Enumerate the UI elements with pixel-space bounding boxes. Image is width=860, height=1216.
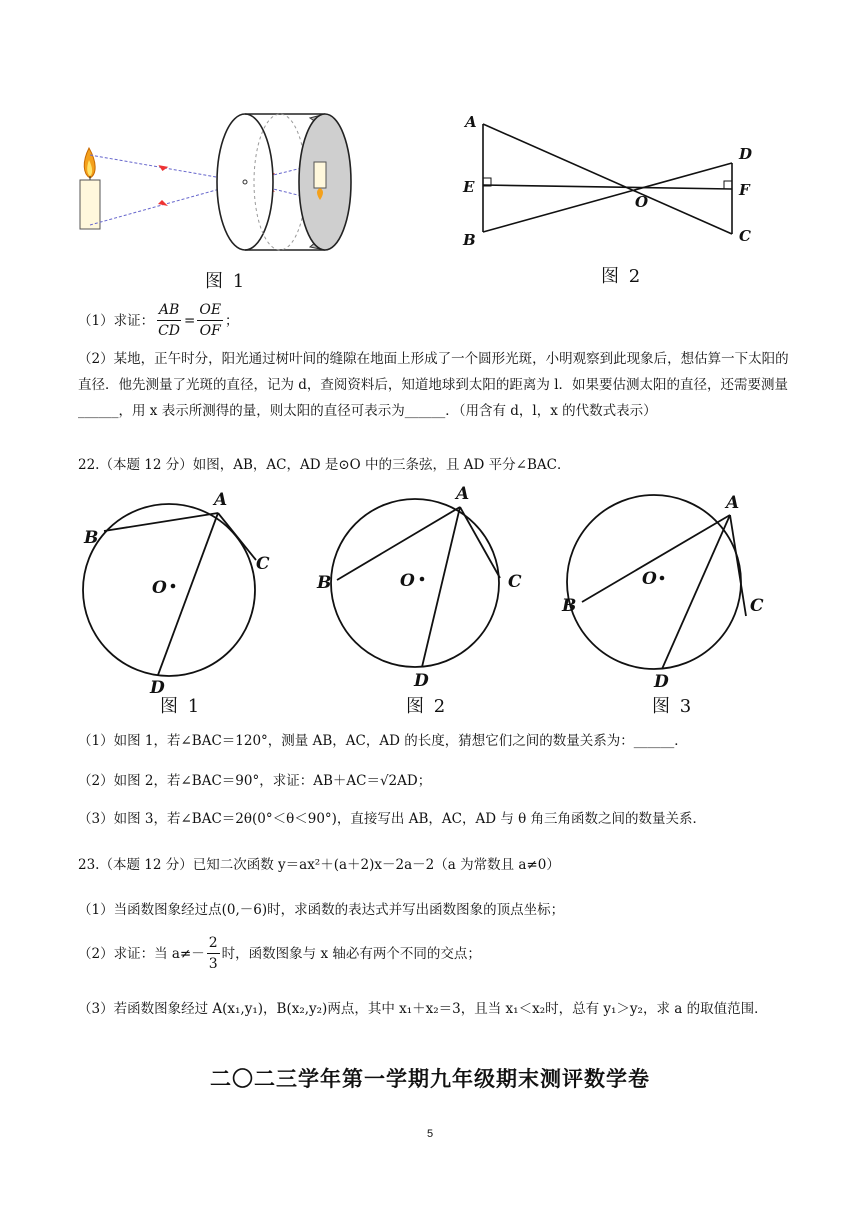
q23-part2-suffix: 时，函数图象与 x 轴必有两个不同的交点； [221, 945, 481, 962]
q22-part3: （3）如图 3，若∠BAC＝2θ(0°＜θ＜90°)，直接写出 AB，AC，AD 与 θ 角三角函数之间的数量关系． [78, 811, 707, 827]
section-title: 二〇二三学年第一学期九年级期末测评数学卷 [210, 1067, 650, 1091]
pinhole-camera-figure [70, 100, 370, 265]
fig2-label-c: C [739, 227, 751, 245]
q21-fraction-ab-cd [156, 300, 182, 341]
q23-part1: （1）当函数图象经过点(0,－6)时，求函数的表达式并写出函数图象的顶点坐标； [78, 902, 565, 918]
q22-circle-figures [70, 480, 790, 718]
q23-stem: 23.（本题 12 分）已知二次函数 y＝ax²＋(a＋2)x－2a－2（a 为常数且 a≠0） [78, 857, 560, 873]
q22-fig1-label-o: O [152, 578, 167, 598]
q21-part1-suffix: ； [225, 312, 239, 329]
q21-equals: = [184, 312, 196, 329]
q22-fig1-caption: 图 1 [160, 696, 202, 717]
q22-fig3-label-b: B [562, 596, 577, 616]
q22-fig3-caption: 图 3 [652, 696, 694, 717]
q21-frac1-numerator: AB [157, 300, 181, 321]
fig2-caption: 图 2 [601, 266, 643, 287]
q23-part2-prefix: （2）求证：当 a≠－ [78, 945, 205, 962]
q22-fig2-label-o: O [400, 571, 415, 591]
q23-part3: （3）若函数图象经过 A(x₁,y₁)，B(x₂,y₂)两点，其中 x₁＋x₂＝3，且当 x₁＜x₂时，总有 y₁＞y₂，求 a 的取值范围． [78, 1001, 768, 1017]
q21-frac2-denominator: OF [199, 323, 221, 339]
q22-fig1-label-a: A [214, 490, 228, 510]
q21-frac2-numerator: OE [197, 300, 223, 321]
similar-triangles-figure [455, 105, 775, 255]
q22-fig2-label-c: C [508, 572, 522, 592]
q23-part2 [78, 933, 481, 974]
q21-part2: （2）某地，正午时分，阳光通过树叶间的缝隙在地面上形成了一个圆形光斑，小明观察到此现象后，想估算一下太阳的直径．他先测量了光斑的直径，记为 d，查阅资料后，知道地球到太阳的距离为 l．如果要估测太阳的直径，还需要测量______，用 x 表示所测得的量，则太阳的直径可表示为______．（用含有 d，l，x 的代数式表示） [78, 351, 789, 419]
fig2-label-b: B [463, 231, 476, 249]
q22-fig1-label-d: D [150, 678, 165, 698]
q22-fig2-label-d: D [414, 671, 429, 691]
q22-part2: （2）如图 2，若∠BAC＝90°，求证：AB＋AC＝√2AD； [78, 773, 432, 789]
q22-stem: 22.（本题 12 分）如图，AB，AC，AD 是⊙O 中的三条弦，且 AD 平分∠BAC． [78, 457, 571, 473]
q21-part1-prefix: （1）求证： [78, 312, 155, 329]
fig2-label-d: D [739, 145, 753, 163]
q23-frac-denominator: 3 [208, 956, 218, 972]
q22-fig3-label-c: C [750, 596, 764, 616]
q21-part1 [78, 300, 239, 341]
q22-part1: （1）如图 1，若∠BAC＝120°，测量 AB，AC，AD 的长度，猜想它们之间的数量关系为：______． [78, 733, 688, 749]
q21-frac1-denominator: CD [158, 323, 181, 339]
q23-fraction-two-thirds [207, 933, 220, 974]
fig2-label-a: A [465, 113, 477, 131]
q22-fig2-label-a: A [456, 484, 470, 504]
q22-fig3-label-a: A [726, 493, 740, 513]
fig2-label-e: E [463, 178, 475, 196]
fig1-caption: 图 1 [205, 271, 247, 292]
q23-frac-numerator: 2 [207, 933, 220, 954]
q22-fig2-caption: 图 2 [406, 696, 448, 717]
q22-fig2-label-b: B [317, 573, 332, 593]
q22-fig3-label-o: O [642, 569, 657, 589]
q22-fig1-label-c: C [256, 554, 270, 574]
fig2-label-f: F [739, 181, 750, 199]
q22-fig3-label-d: D [654, 672, 669, 692]
page-number: 5 [426, 1128, 434, 1140]
fig2-label-o: O [635, 193, 649, 211]
q21-fraction-oe-of [197, 300, 223, 341]
q22-fig1-label-b: B [84, 528, 99, 548]
